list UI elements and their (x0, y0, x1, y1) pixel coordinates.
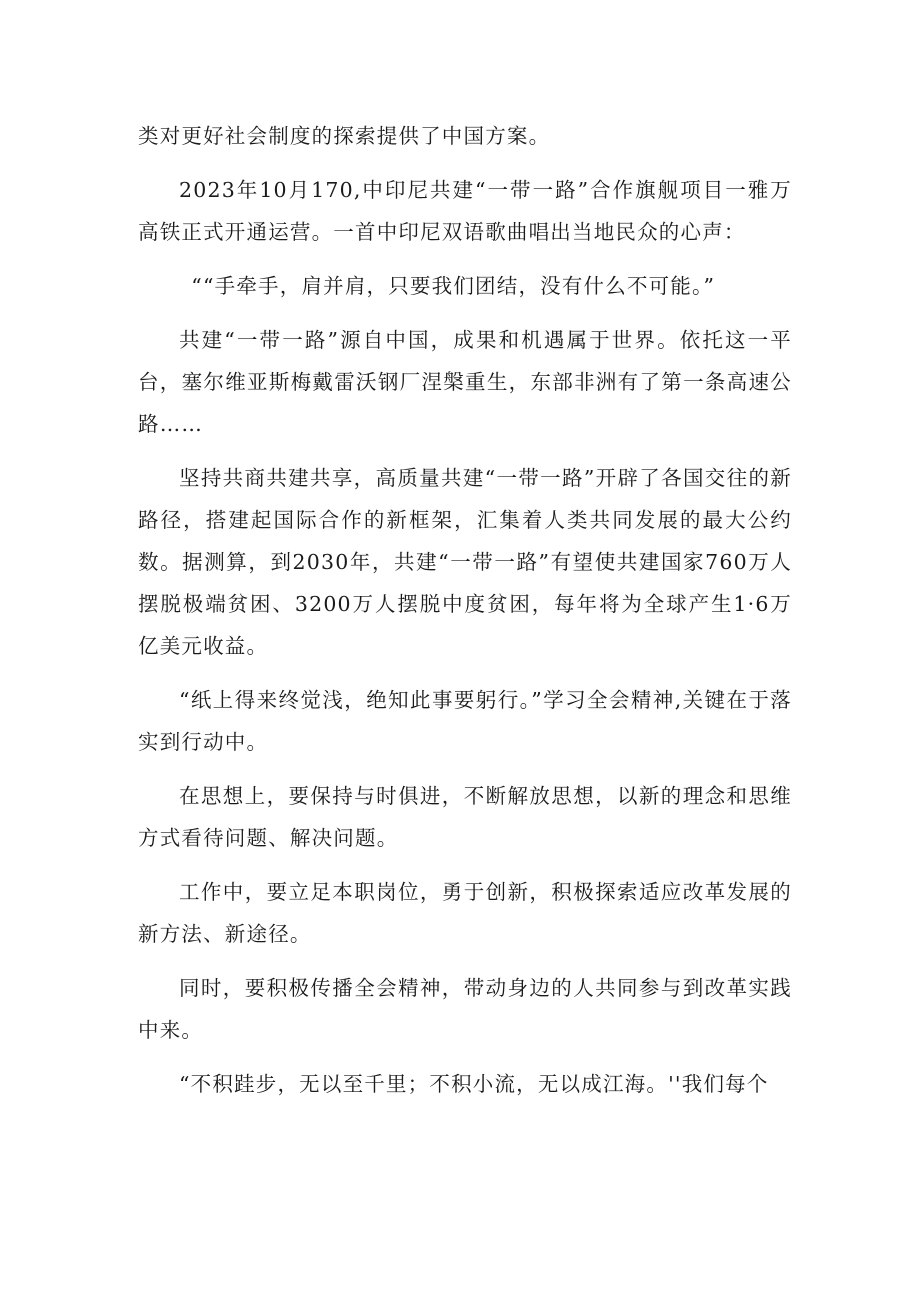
paragraph-2: 2023年10月170,中印尼共建“一带一路”合作旗舰项目一雅万高铁正式开通运营。一首中印尼双语歌曲唱出当地民众的心声： (138, 178, 792, 244)
paragraph-5: 坚持共商共建共享，高质量共建“一带一路”开辟了各国交往的新路径，搭建起国际合作的新框架，汇集着人类共同发展的最大公约数。据测算，到2030年，共建“一带一路”有望使共建国家760万人摆脱极端贫困、3200万人摆脱中度贫困，每年将为全球产生1·6万亿美元收益。 (138, 466, 792, 658)
paragraph-4: 共建“一带一路”源自中国，成果和机遇属于世界。依托这一平台，塞尔维亚斯梅戴雷沃钢厂涅槃重生，东部非洲有了第一条高速公路…… (138, 328, 792, 436)
paragraph-9: 同时，要积极传播全会精神，带动身边的人共同参与到改革实践中来。 (138, 976, 792, 1042)
paragraph-3-quote: ““手牵手，肩并肩，只要我们团结，没有什么不可能。” (191, 274, 716, 298)
document-body (138, 115, 792, 1105)
paragraph-7: 在思想上，要保持与时俱进，不断解放思想，以新的理念和思维方式看待问题、解决问题。 (138, 784, 792, 850)
paragraph-1: 类对更好社会制度的探索提供了中国方案。 (138, 124, 551, 148)
paragraph-10: “不积跬步，无以至千里；不积小流，无以成江海。''我们每个 (179, 1072, 769, 1096)
paragraph-8: 工作中，要立足本职岗位，勇于创新，积极探索适应改革发展的新方法、新途径。 (138, 880, 792, 946)
paragraph-6: “纸上得来终觉浅，绝知此事要躬行。”学习全会精神,关键在于落实到行动中。 (138, 688, 792, 754)
